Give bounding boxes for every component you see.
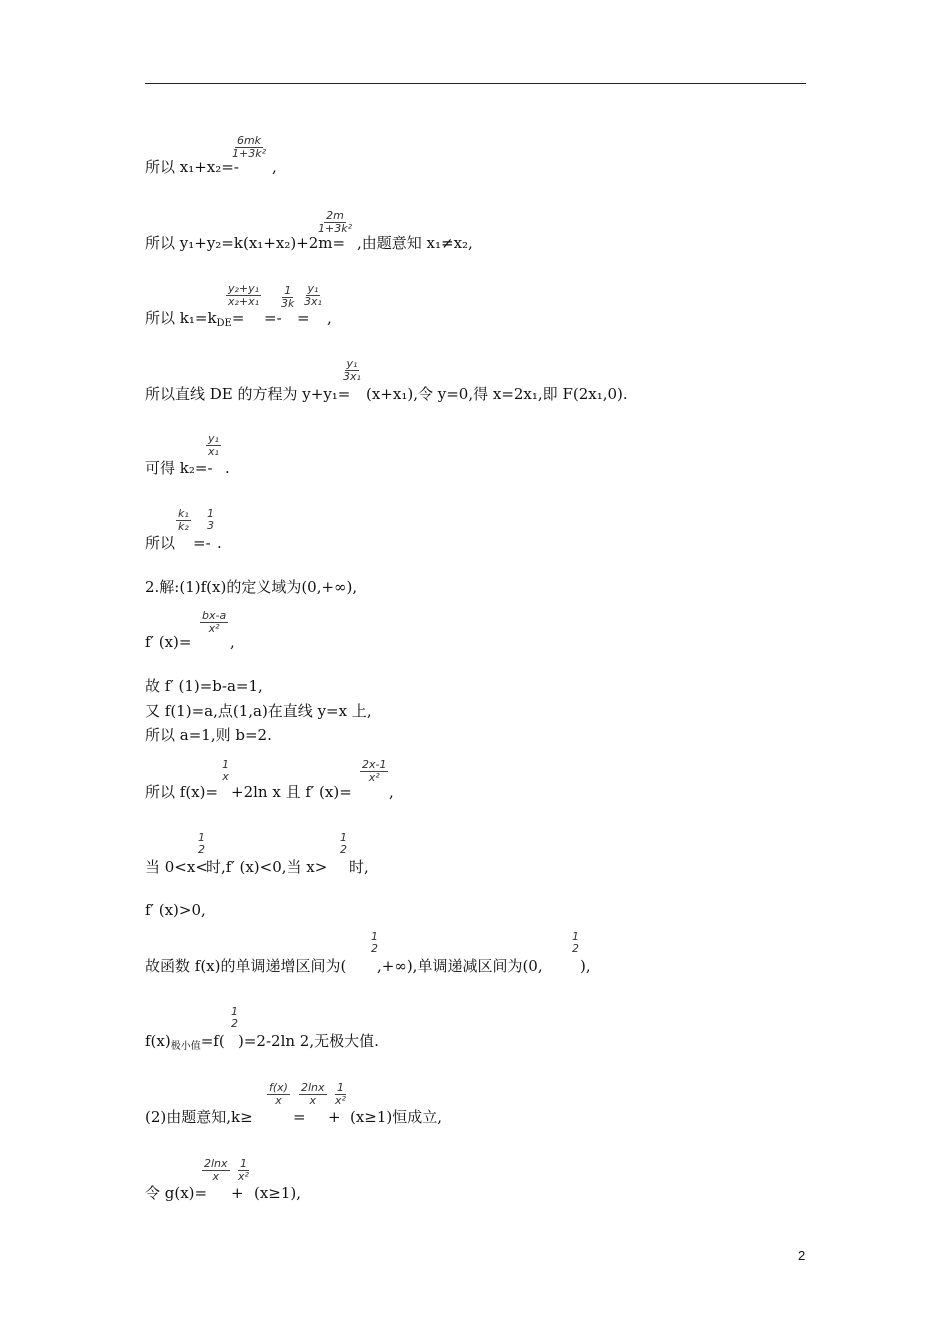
line-f-prime-positive: f′ (x)>0, [145,901,206,919]
text: (x≥1)恒成立, [350,1108,443,1126]
text: +2ln x 且 f′ (x)= [231,783,352,801]
line-k1: 所以 $k_1=k_{DE}=$ [145,309,245,329]
fraction-1-x: 1 x [222,758,229,783]
fraction-6mk: 6mk 1+3k² [232,134,266,160]
fraction-k1-k2: k₁ k₂ [178,507,189,533]
line-f-x: 所以 f(x)= [145,783,219,801]
text: =- [193,534,211,552]
text: )=2-2ln 2,无极大值. [238,1032,379,1050]
fraction-1-2: 1 2 [198,831,205,856]
line-k2: 可得 k₂=- [145,459,213,477]
line-derivative: f′ (x)= [145,633,192,651]
line-point-on-line: 又 f(1)=a,点(1,a)在直线 y=x 上, [145,702,372,720]
text: 所以 x₁+x₂=- [145,158,239,176]
text: (x≥1), [254,1184,302,1202]
text: 时,f′ (x)<0,当 x> [206,858,328,876]
line-min-value: $f(x)_{极小值}=f$( [145,1032,225,1052]
fraction-1-3: 1 3 [207,507,214,532]
fraction-y1-3x1: y₁ 3x₁ [304,282,322,308]
fraction-bx-a: bx-a x² [202,609,227,635]
page-number: 2 [798,1248,806,1263]
line-y-sum: 所以 y₁+y₂=k(x₁+x₂)+2m= [145,234,346,252]
text: 时, [349,858,369,876]
fraction-1-2: 1 2 [572,930,579,955]
fraction-2m: 2m 1+3k² [318,209,352,235]
fraction-y-over-x: y₂+y₁ x₂+x₁ [228,282,260,308]
header-rule [145,83,806,84]
text: = [297,309,310,327]
text: , [389,783,394,801]
fraction-1-2: 1 2 [371,930,378,955]
text: + [328,1108,341,1126]
text: . [225,459,230,477]
line-intervals: 故函数 f(x)的单调递增区间为( [145,957,347,975]
line-a-b: 所以 a=1,则 b=2. [145,726,272,744]
text: ,由题意知 x₁≠x₂, [357,234,473,252]
text: , [230,633,235,651]
fraction-2lnx-x: 2lnx x [204,1157,228,1183]
text: , [272,158,277,176]
fraction-fx-x: f(x) x [269,1081,288,1107]
text: , [327,309,332,327]
line-k-inequality: (2)由题意知,k≥ [145,1108,253,1126]
text: ,+∞),单调递减区间为(0, [377,957,543,975]
line-g-definition: 令 g(x)= [145,1184,208,1202]
fraction-1-x2: 1 x² [335,1081,346,1107]
fraction-2x-1: 2x-1 x² [362,758,387,784]
line-domain: 2.解:(1)f(x)的定义域为(0,+∞), [145,578,358,596]
fraction-2lnx-x: 2lnx x [301,1081,325,1107]
line-x-sum [145,158,239,176]
text: =- [264,309,282,327]
line-ratio: 所以 [145,534,176,552]
line-de-equation: 所以直线 DE 的方程为 y+y₁= [145,385,351,403]
line-f-prime-1: 故 f′ (1)=b-a=1, [145,677,263,695]
line-monotonic-cases: 当 0<x< [145,858,208,876]
text: . [217,534,222,552]
fraction-1-3k: 1 3k [281,284,295,310]
fraction-y1-x1: y₁ x₁ [208,432,219,458]
text: = [293,1108,306,1126]
fraction-y1-3x1: y₁ 3x₁ [343,357,361,383]
fraction-1-x2: 1 x² [238,1157,249,1183]
fraction-1-2: 1 2 [340,831,347,856]
text: (x+x₁),令 y=0,得 x=2x₁,即 F(2x₁,0). [366,385,628,403]
text: ), [580,957,591,975]
fraction-1-2: 1 2 [231,1005,238,1030]
text: + [231,1184,244,1202]
